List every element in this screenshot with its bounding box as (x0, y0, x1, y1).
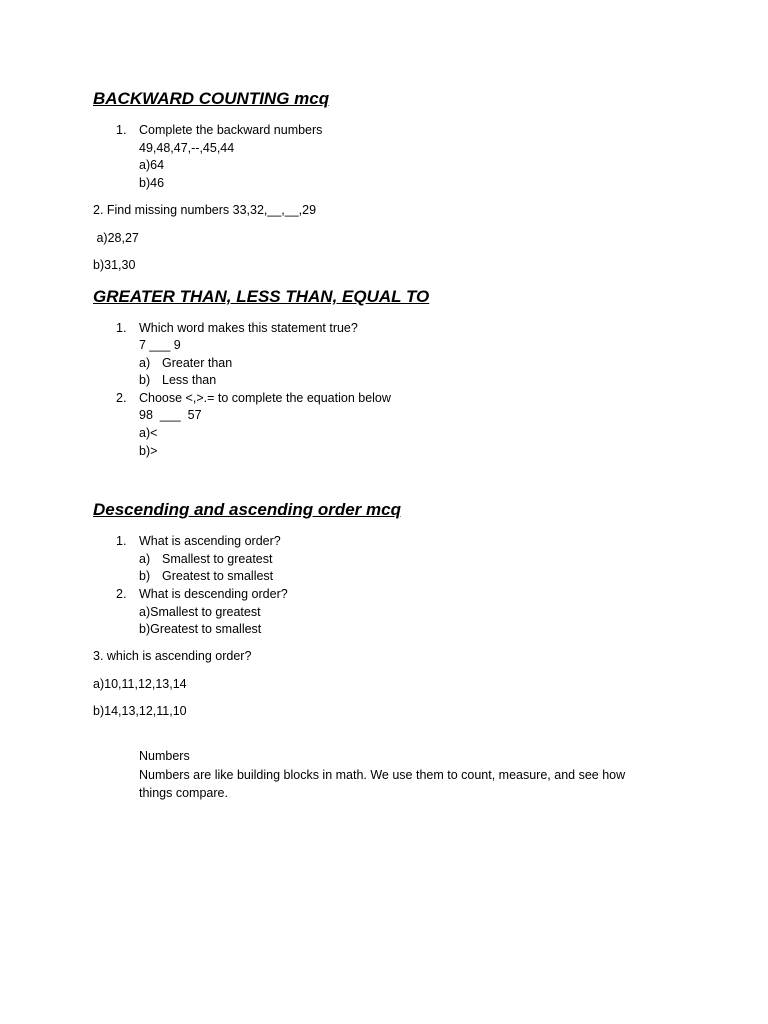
list-number: 2. (116, 587, 127, 601)
question-expression: 7 ___ 9 (139, 338, 181, 352)
list-number: 1. (116, 321, 127, 335)
section-heading-comparison: GREATER THAN, LESS THAN, EQUAL TO (93, 287, 430, 306)
question-text: What is ascending order? (139, 534, 281, 548)
question-text: What is descending order? (139, 587, 288, 601)
option-b: Less than (162, 373, 217, 387)
question-text: Complete the backward numbers (139, 123, 323, 137)
option-b: b)46 (139, 176, 165, 190)
option-marker: b) (139, 373, 151, 387)
option-a: a)10,11,12,13,14 (93, 677, 187, 691)
option-marker: a) (139, 356, 151, 370)
option-b: Greatest to smallest (162, 569, 274, 583)
option-a: a)Smallest to greatest (139, 605, 261, 619)
option-a: Smallest to greatest (162, 552, 273, 566)
option-a: a)64 (139, 158, 165, 172)
question-text: 3. which is ascending order? (93, 649, 252, 663)
option-b: b)14,13,12,11,10 (93, 704, 187, 718)
section-heading-order: Descending and ascending order mcq (93, 500, 401, 519)
option-marker: b) (139, 569, 151, 583)
question-text: Choose <,>.= to complete the equation below (139, 391, 391, 405)
option-marker: a) (139, 552, 151, 566)
list-number: 1. (116, 534, 127, 548)
question-sequence: 49,48,47,--,45,44 (139, 141, 235, 155)
note-body: Numbers are like building blocks in math. We use them to count, measure, and see how things compare. (139, 768, 626, 800)
option-b: b)Greatest to smallest (139, 622, 262, 636)
section-heading-backward-counting: BACKWARD COUNTING mcq (93, 89, 330, 108)
option-a: Greater than (162, 356, 233, 370)
question-text: Which word makes this statement true? (139, 321, 358, 335)
option-a: a)< (139, 426, 158, 440)
option-b: b)> (139, 444, 158, 458)
note-title: Numbers (139, 749, 190, 763)
list-number: 2. (116, 391, 127, 405)
question-expression: 98 ___ 57 (139, 408, 202, 422)
question-text: 2. Find missing numbers 33,32,__,__,29 (93, 203, 317, 217)
option-a: a)28,27 (93, 231, 139, 245)
list-number: 1. (116, 123, 127, 137)
option-b: b)31,30 (93, 258, 136, 272)
